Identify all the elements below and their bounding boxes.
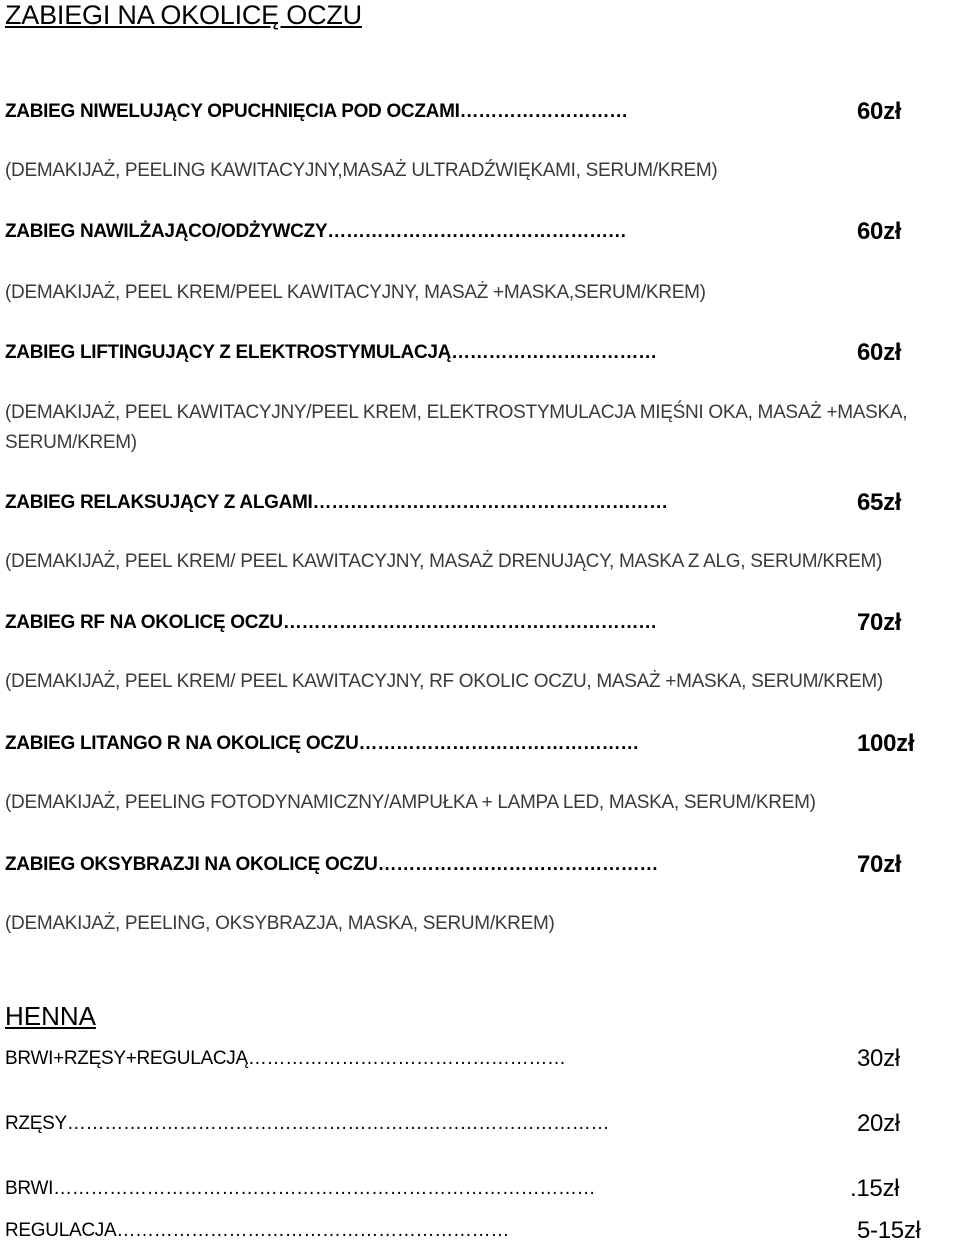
treatment-price: 60zł: [857, 339, 902, 366]
treatment-description: (DEMAKIJAŻ, PEELING FOTODYNAMICZNY/AMPUŁKA + LAMPA LED, MASKA, SERUM/KREM): [5, 792, 816, 813]
treatment-name: ZABIEG NAWILŻAJĄCO/ODŻYWCZY…………………………………………: [5, 221, 627, 242]
treatment-price: 70zł: [857, 609, 902, 636]
treatment-price: 60zł: [857, 98, 902, 125]
treatment-description: (DEMAKIJAŻ, PEEL KREM/PEEL KAWITACYJNY, MASAŻ +MASKA,SERUM/KREM): [5, 282, 706, 303]
henna-item-price: 30zł: [857, 1045, 900, 1072]
henna-item-price: 5-15zł: [857, 1217, 921, 1244]
treatment-name: ZABIEG OKSYBRAZJI NA OKOLICĘ OCZU………………………………………: [5, 854, 659, 875]
henna-item-name: BRWI……………………………………………………………………………: [5, 1178, 596, 1199]
treatment-description: (DEMAKIJAŻ, PEELING, OKSYBRAZJA, MASKA, SERUM/KREM): [5, 913, 555, 934]
treatment-name: ZABIEG RELAKSUJĄCY Z ALGAMI…………………………………………………: [5, 492, 668, 513]
henna-item-name: REGULACJA………………………………………………………: [5, 1220, 510, 1241]
treatment-price: 100zł: [857, 730, 915, 757]
henna-item-name: RZĘSY……………………………………………………………………………: [5, 1113, 610, 1134]
treatment-name: ZABIEG RF NA OKOLICĘ OCZU……………………………………………………: [5, 612, 657, 633]
treatment-description: (DEMAKIJAŻ, PEEL KREM/ PEEL KAWITACYJNY, RF OKOLIC OCZU, MASAŻ +MASKA, SERUM/KREM): [5, 671, 883, 692]
treatment-name: ZABIEG LIFTINGUJĄCY Z ELEKTROSTYMULACJĄ……………………………: [5, 342, 657, 363]
section-title-henna: HENNA: [5, 1001, 97, 1031]
section-title-eye-treatments: ZABIEGI NA OKOLICĘ OCZU: [5, 0, 362, 30]
treatment-name: ZABIEG NIWELUJĄCY OPUCHNIĘCIA POD OCZAMI………………………: [5, 101, 628, 122]
treatment-price: 65zł: [857, 489, 902, 516]
henna-item-name: BRWI+RZĘSY+REGULACJĄ……………………………………………: [5, 1048, 566, 1069]
henna-item-price: 20zł: [857, 1110, 900, 1137]
treatment-price: 70zł: [857, 851, 902, 878]
treatment-description: (DEMAKIJAŻ, PEEL KAWITACYJNY/PEEL KREM, ELEKTROSTYMULACJA MIĘŚNI OKA, MASAŻ +MASKA,: [5, 402, 908, 423]
treatment-description: (DEMAKIJAŻ, PEELING KAWITACYJNY,MASAŻ ULTRADŹWIĘKAMI, SERUM/KREM): [5, 160, 718, 181]
treatment-description-continued: SERUM/KREM): [5, 432, 137, 453]
treatment-description: (DEMAKIJAŻ, PEEL KREM/ PEEL KAWITACYJNY, MASAŻ DRENUJĄCY, MASKA Z ALG, SERUM/KREM): [5, 551, 883, 572]
henna-item-price: .15zł: [850, 1175, 900, 1202]
treatment-price: 60zł: [857, 218, 902, 245]
treatment-name: ZABIEG LITANGO R NA OKOLICĘ OCZU………………………………………: [5, 733, 639, 754]
